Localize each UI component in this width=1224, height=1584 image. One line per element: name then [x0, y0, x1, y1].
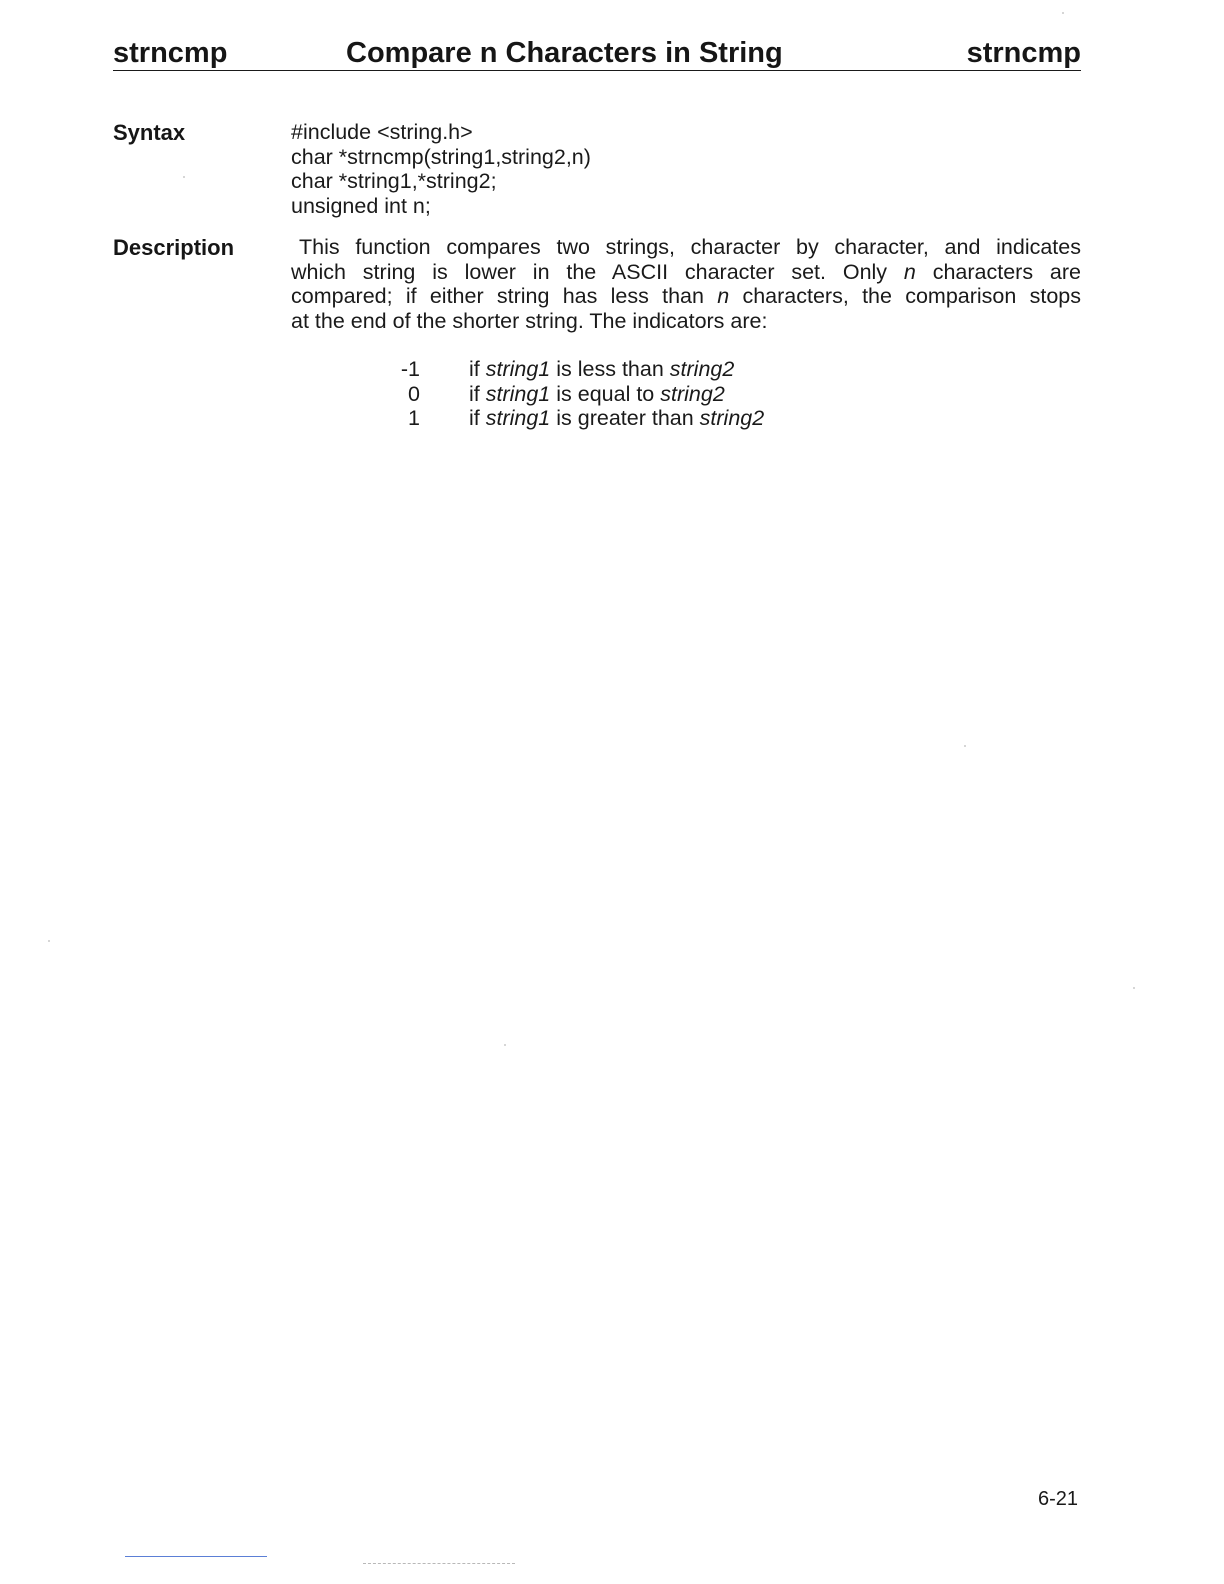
description-line — [291, 284, 1081, 309]
footer-rule — [125, 1556, 267, 1557]
syntax-line: unsigned int n; — [291, 193, 431, 218]
header-function-name-left: strncmp — [113, 37, 228, 69]
indicator-prefix: if — [469, 357, 486, 381]
description-italic-n: n — [717, 284, 730, 308]
indicator-prefix: if — [469, 381, 486, 406]
page-header — [113, 34, 1081, 71]
indicator-row — [380, 357, 735, 382]
description-text: characters, the comparison stops — [729, 284, 1081, 308]
header-function-name-right: strncmp — [966, 37, 1081, 69]
description-label: Description — [113, 235, 235, 260]
description-line: at the end of the shorter string. The indicators are: — [291, 308, 768, 333]
scan-speck — [183, 176, 185, 178]
description-text: compared; if either string has less than — [291, 284, 718, 308]
indicator-value: 0 — [408, 381, 420, 406]
indicator-object: string2 — [669, 357, 735, 381]
description-text: characters are — [915, 259, 1081, 284]
scan-speck — [48, 940, 50, 942]
scan-speck — [504, 1044, 506, 1046]
syntax-code — [291, 120, 591, 218]
indicator-value: 1 — [408, 406, 420, 430]
scan-speck — [1133, 987, 1135, 989]
indicator-object: string2 — [699, 406, 765, 430]
indicator-prefix: if — [469, 406, 486, 430]
indicator-subject: string1 — [485, 357, 551, 381]
syntax-line: #include <string.h> — [291, 120, 473, 144]
syntax-line: char *strncmp(string1,string2,n) — [291, 144, 591, 169]
indicator-text — [469, 357, 734, 382]
footer-rule — [363, 1563, 515, 1565]
description-line — [291, 260, 1081, 285]
syntax-line: char *string1,*string2; — [291, 169, 497, 193]
description-line: This function compares two strings, character by character, and indicates — [299, 235, 1081, 259]
indicator-relation: is greater than — [550, 406, 700, 430]
header-title: Compare n Characters in String — [346, 37, 783, 69]
indicator-row — [380, 406, 765, 431]
indicator-subject: string1 — [485, 406, 551, 430]
description-italic-n: n — [903, 259, 916, 284]
indicator-relation: is less than — [550, 357, 670, 381]
indicator-row — [380, 381, 725, 407]
syntax-label: Syntax — [113, 120, 186, 145]
scan-speck — [1062, 12, 1064, 14]
indicator-value: -1 — [400, 357, 420, 381]
indicator-text — [469, 382, 725, 407]
page-number: 6-21 — [1037, 1488, 1078, 1510]
scan-speck — [964, 745, 966, 747]
indicator-relation: is equal to — [550, 381, 661, 406]
indicator-subject: string1 — [485, 381, 551, 406]
indicator-text — [469, 406, 764, 431]
description-text: which string is lower in the ASCII character set. Only — [291, 259, 904, 284]
indicator-object: string2 — [660, 381, 725, 406]
